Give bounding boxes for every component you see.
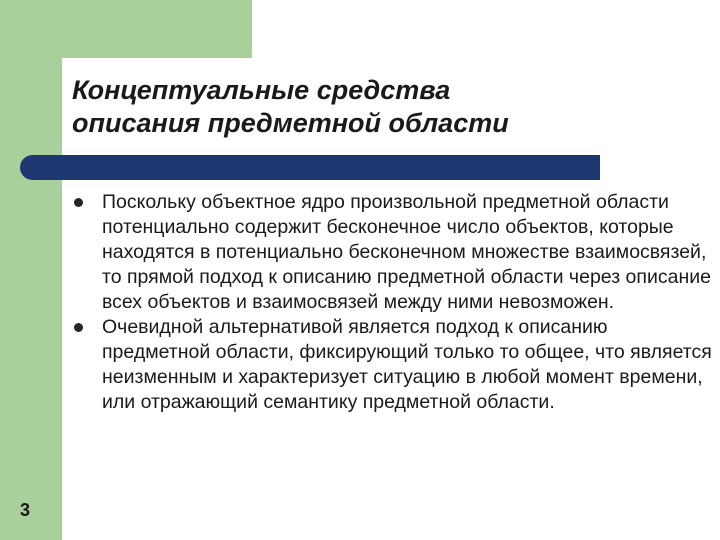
page-number: 3 (20, 500, 31, 520)
title-underline-bar (20, 155, 600, 180)
bullet-dot-icon (74, 198, 83, 207)
slide-title-line-1: Концептуальные средства (72, 75, 451, 105)
bullet-dot-icon (74, 323, 83, 332)
decorative-green-strip (0, 170, 62, 540)
slide-title (72, 74, 692, 140)
bullet-item-1 (72, 190, 712, 315)
bullet-item-2 (72, 315, 712, 415)
slide-title-line-2: описания предметной области (72, 108, 509, 138)
bullet-text-1: Поскольку объектное ядро произвольной предметной области потенциально содержит бесконечное число объектов, которые находятся в потенциально бесконечном множестве взаимосвязей, то прямой подход к описанию предметной области через описание всех объектов и взаимосвязей между ними невозможен. (102, 191, 711, 313)
bullet-text-2: Очевидной альтернативой является подход к описанию предметной области, фиксирующий только то общее, что является неизменным и характеризует ситуацию в любой момент времени, или отражающий семантику предметной области. (102, 316, 712, 413)
bullet-list (72, 190, 712, 415)
